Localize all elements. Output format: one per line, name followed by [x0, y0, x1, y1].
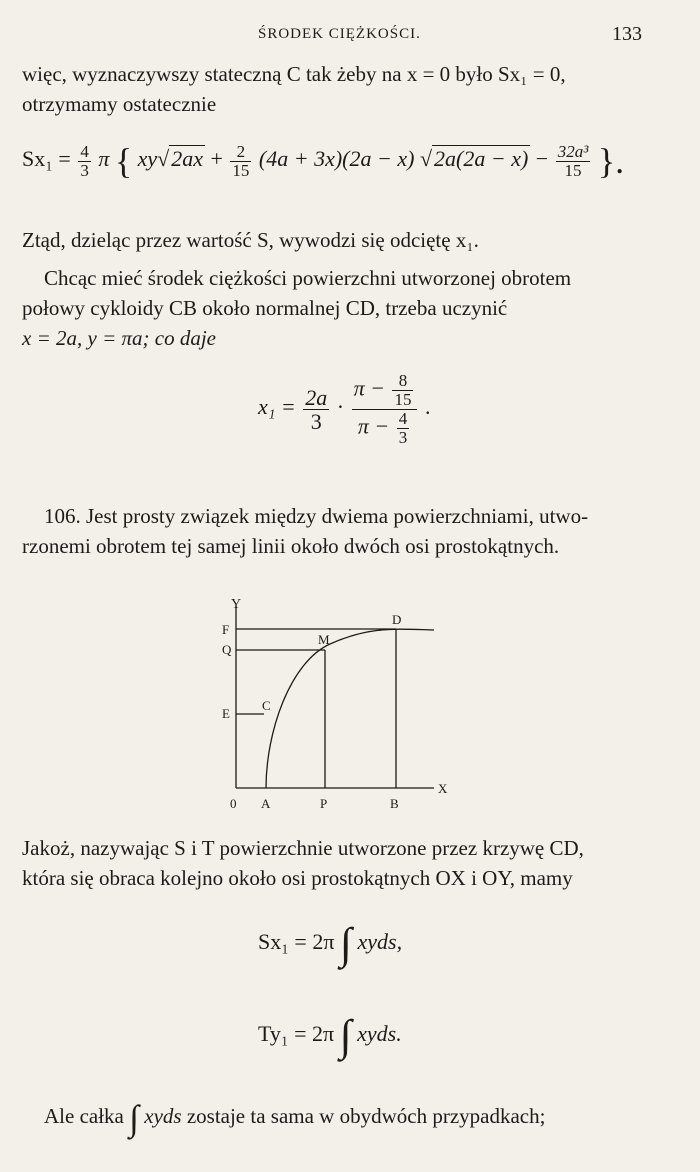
paragraph-line: więc, wyznaczywszy stateczną C tak żeby na x = 0 było Sx₁ = 0, — [22, 62, 566, 86]
page-header — [0, 23, 700, 50]
paragraph-line: 106. Jest prosty związek między dwiema powierzchniami, utwo- — [44, 504, 589, 528]
page-number: 133 — [612, 23, 642, 45]
paragraph-line: Chcąc mieć środek ciężkości powierzchni utworzonej obrotem — [44, 266, 572, 290]
cycloid-curve — [266, 629, 434, 788]
label-x: X — [438, 781, 448, 796]
label-d: D — [392, 612, 402, 627]
label-m: M — [318, 632, 330, 647]
paragraph-line: Ztąd, dzieląc przez wartość S, wywodzi się odciętę x₁. — [22, 228, 479, 252]
paragraph-line: Jakoż, nazywając S i T powierzchnie utworzone przez krzywę CD, — [22, 836, 584, 860]
label-b: B — [390, 796, 399, 811]
paragraph-line: rzonemi obrotem tej samej linii około dwóch osi prostokątnych. — [22, 534, 560, 558]
integral-sign: ∫ — [339, 1011, 352, 1060]
equation-ty1-integral: Ty₁ = 2π ∫ xyds. — [258, 1011, 402, 1060]
fraction: $\frac{4}{3}$ — [80, 141, 89, 180]
integral-sign: ∫ — [339, 919, 352, 968]
label-a: A — [261, 796, 271, 811]
paragraph-line: x = 2a, y = πa; co daje — [22, 326, 216, 350]
paragraph-line: Ale całka ∫ xyds zostaje ta sama w obydwóch przypadkach; — [44, 1098, 546, 1138]
label-q: Q — [222, 642, 232, 657]
fraction: $\frac{2a}{3}$ — [305, 384, 328, 434]
label-e: E — [222, 706, 230, 721]
fraction: $\frac{2}{15}$ — [232, 141, 250, 180]
fraction: $\frac{\text{32a³}}{15}$ — [557, 141, 589, 180]
equation-sx1-integral: Sx₁ = 2π ∫ xyds, — [258, 919, 403, 968]
label-y: Y — [231, 597, 242, 612]
paragraph-line: połowy cykloidy CB około normalnej CD, trzeba uczynić — [22, 296, 508, 320]
label-c: C — [262, 698, 271, 713]
integral-sign: ∫ — [129, 1098, 139, 1138]
equation-sx1: Sx₁ = $\frac{4}{3}$ π { xy√2ax + $\frac{2}{15}$ (4a + 3x)(2a − x) √2a(2a − x) − $\frac{\text{32a³}}{15}$ }. — [22, 141, 625, 181]
paragraph-line: otrzymamy ostatecznie — [22, 92, 217, 116]
label-o: 0 — [230, 796, 237, 811]
paragraph-line: która się obraca kolejno około osi prostokątnych OX i OY, mamy — [22, 866, 573, 890]
running-title: ŚRODEK CIĘŻKOŚCI. — [258, 26, 421, 42]
compound-fraction: π − $\frac{8}{15}$ π − $\frac{4}{3}$ — [352, 372, 418, 446]
equation-lhs: Sx₁ = — [22, 146, 71, 172]
cycloid-figure — [0, 592, 700, 832]
label-p: P — [320, 796, 328, 811]
equation-x1: x₁ = $\frac{2a}{3}$ · π − $\frac{8}{15}$ π − $\frac{4}{3}$ . — [258, 371, 431, 447]
label-f: F — [222, 622, 230, 637]
